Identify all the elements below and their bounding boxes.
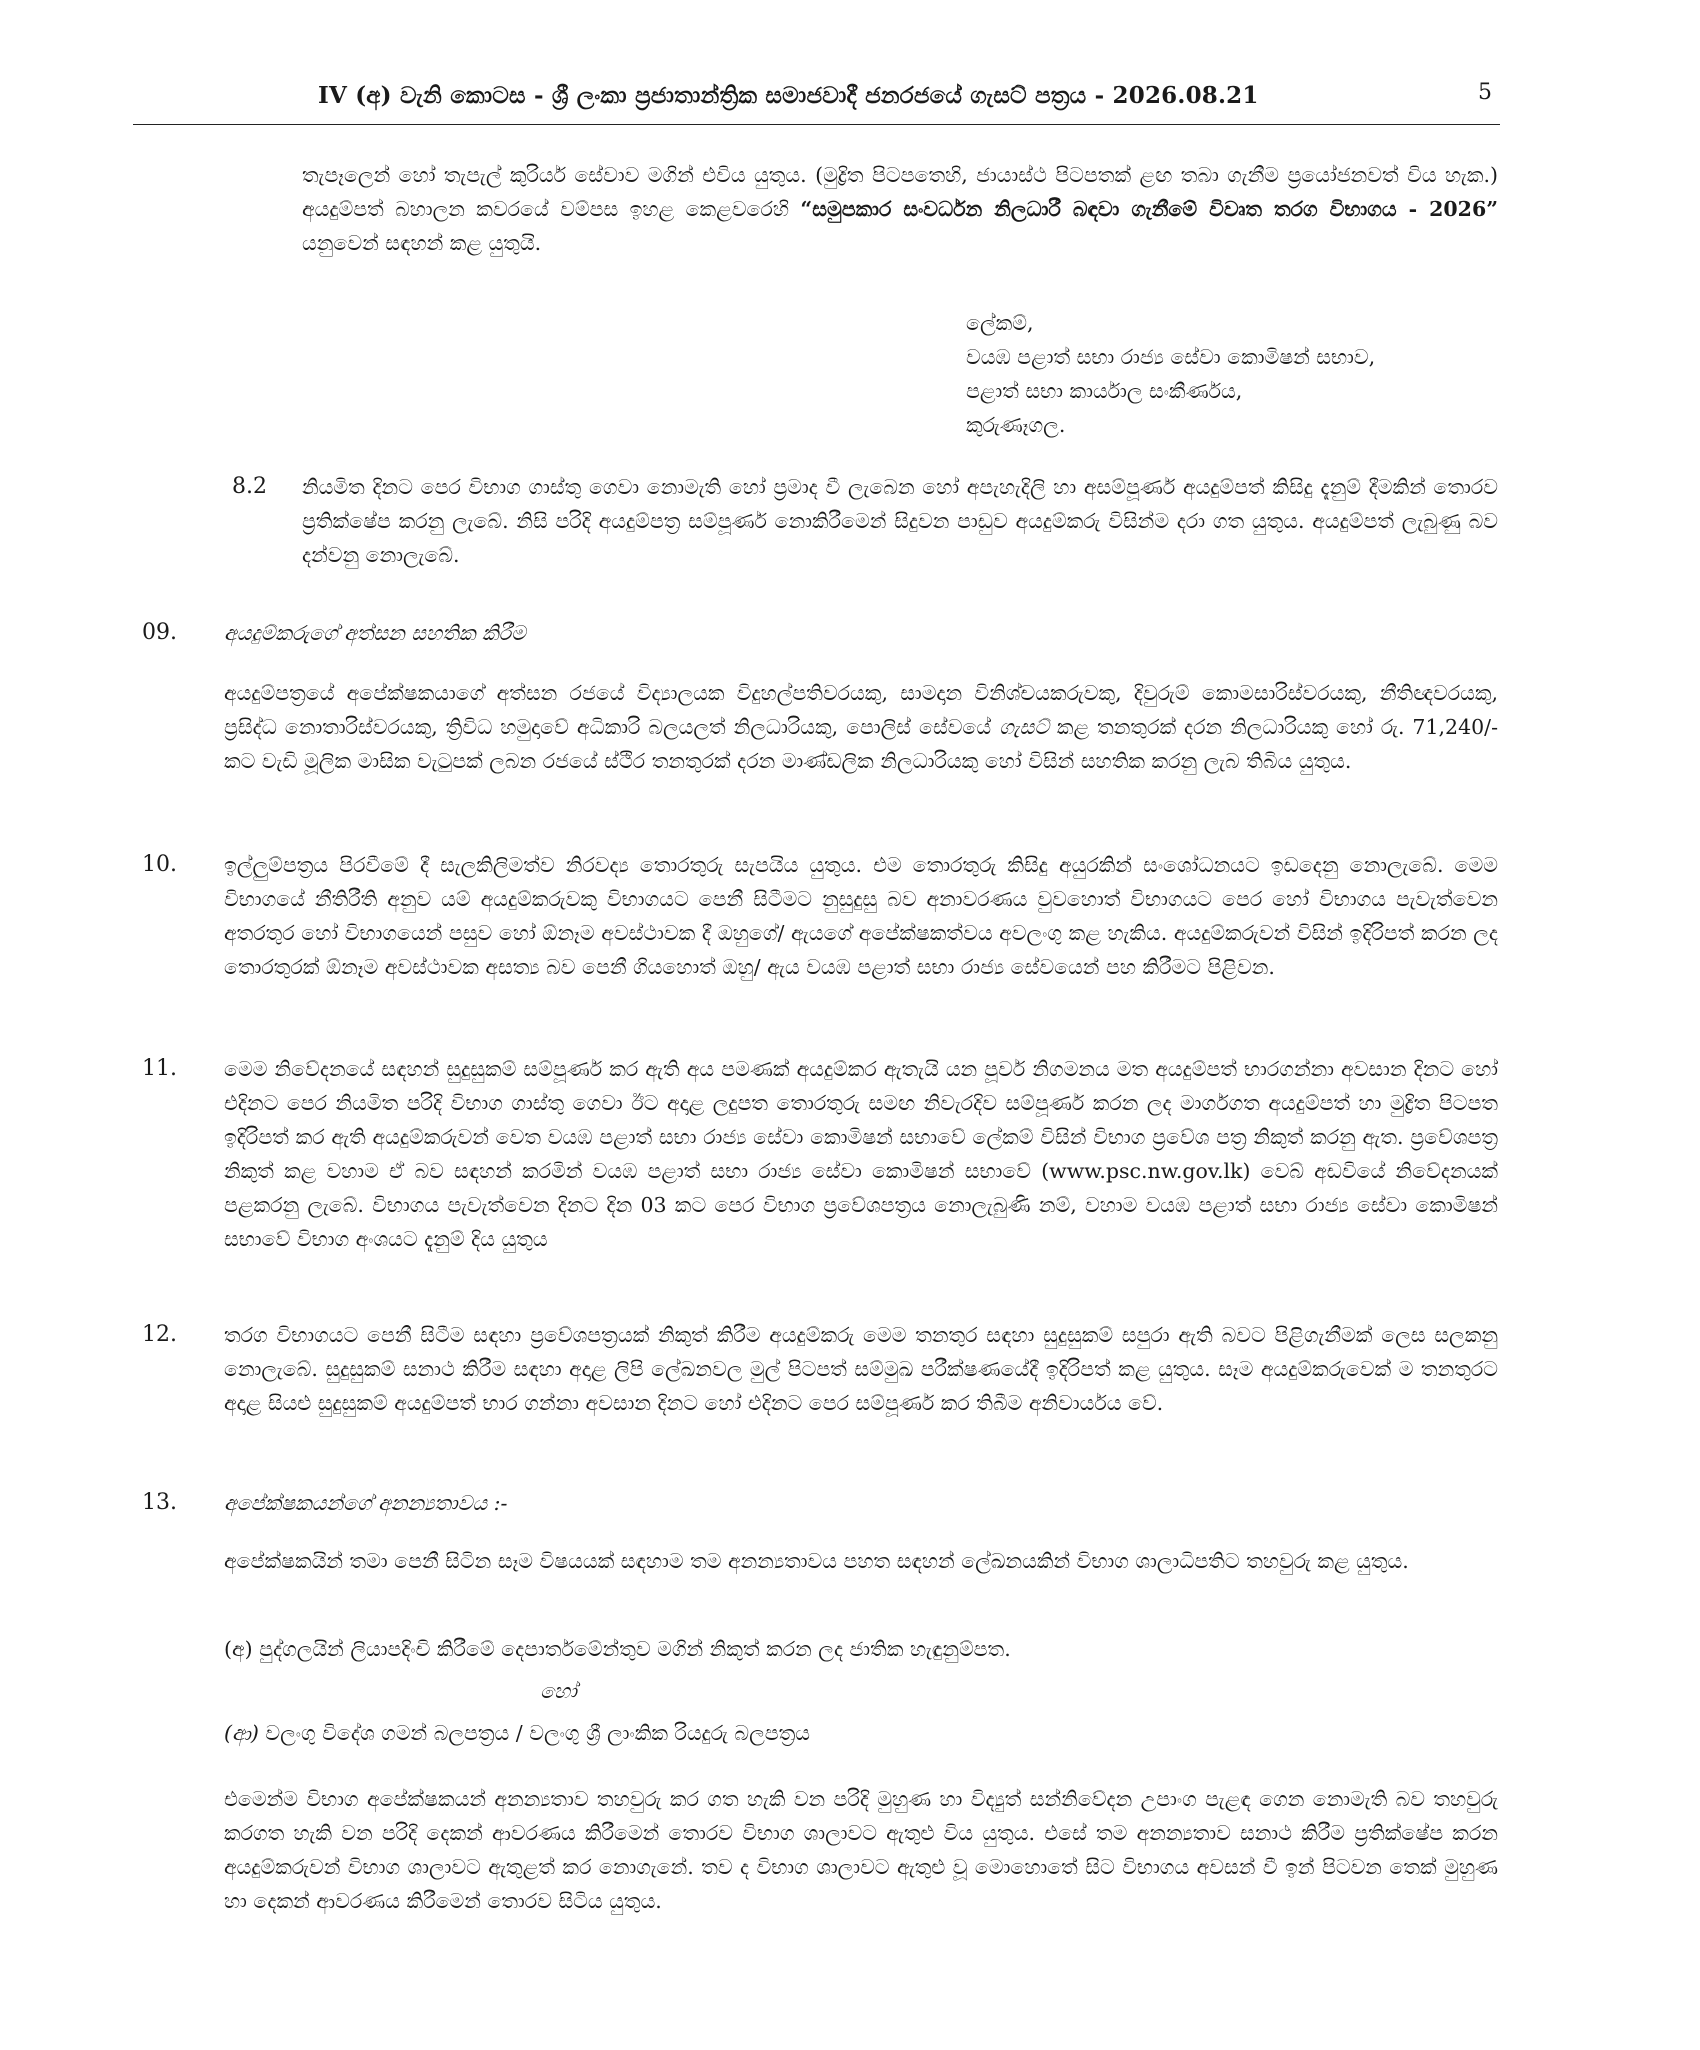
section-13-heading: අපේක්ෂකයන්ගේ අනන්‍යතාවය :-	[224, 1491, 508, 1515]
section-09-heading: අයදුම්කරුගේ අත්සන සහතික කිරීම	[224, 621, 526, 645]
section-10-text: ඉල්ලුම්පත්‍රය පිරවීමේ දී සැලකිලිමත්ව නිරවද්‍ය තොරතුරු සැපයිය යුතුය. එම තොරතුරු කිසිදු අයුරකින් සංශෝධනයට ඉඩදෙනු නොලැබේ. මෙම විභාගයේ නීතිරීති අනුව යම් අයදුම්කරුවකු විභාගයට පෙනී සිටීමට නුසුදුසු බව අනාවරණය වුවහොත් විභාගයට පෙර හෝ විභාගය පැවැත්වෙන අතරතුර හෝ විභාගයෙන් පසුව හෝ ඕනෑම අවස්ථාවක දී ඔහුගේ/ ඇයගේ අපේක්ෂකත්වය අවලංගු කළ හැකිය. අයදුම්කරුවන් විසින් ඉදිරිපත් කරන ලද තොරතුරක් ඕනෑම අවස්ථාවක අසත්‍ය බව පෙනී ගියහොත් ඔහු/ ඇය වයඹ පළාත් සභා රාජ්‍ය සේවයෙන් පහ කිරීමට පිළිවන.	[224, 853, 1498, 979]
exam-title: “සමුපකාර සංවර්ධන නිලධාරී බඳවා ගැනීමේ විවෘත තරග විභාගය - 2026”	[800, 197, 1498, 221]
section-number: 09.	[142, 620, 177, 645]
section-11-text: මෙම නිවේදනයේ සඳහන් සුදුසුකම් සම්පූර්ණ කර ඇති අය පමණක් අයදුම්කර ඇතැයි යන පූර්ව නිගමනය මත අයදුම්පත් භාරගන්නා අවසාන දිනට හෝ එදිනට පෙර නියමිත පරිදි විභාග ගාස්තු ගෙවා ඊට අදාළ ලදුපත තොරතුරු සමඟ නිවැරදිව සම්පූර්ණ කරන ලද මාර්ගගත අයදුම්පත් හා මුද්‍රිත පිටපත ඉදිරිපත් කර ඇති අයදුම්කරුවන් වෙත වයඹ පළාත් සභා රාජ්‍ය සේවා කොමිෂන් සභාවේ ලේකම් විසින් විභාග ප්‍රවේශ පත්‍ර නිකුත් කරනු ඇත. ප්‍රවේශපත්‍ර නිකුත් කළ වහාම ඒ බව සඳහන් කරමින් වයඹ පළාත් සභා රාජ්‍ය සේවා කොමිෂන් සභාවේ (www.psc.nw.gov.lk) වෙබ් අඩවියේ නිවේදනයක් පළකරනු ලැබේ. විභාගය පැවැත්වෙන දිනට දින 03 කට පෙර විභාග ප්‍රවේශපත්‍රය නොලැබුණි නම්, වහාම වයඹ පළාත් සභා රාජ්‍ය සේවා කොමිෂන් සභාවේ විභාග අංශයට දැනුම් දිය යුතුය	[224, 1057, 1498, 1251]
option-a: (අ) පුද්ගලයින් ලියාපදිංචි කිරීමේ දෙපාර්තමේන්තුව මගින් නිකුත් කරන ලද ජාතික හැඳුනුම්පත.	[224, 1637, 1011, 1661]
gazette-word: ගැසට්	[999, 715, 1049, 739]
page-header	[133, 80, 1500, 125]
option-aa-label: (ආ)	[224, 1721, 259, 1745]
section-number: 12.	[142, 1322, 177, 1347]
section-8-2-text: නියමිත දිනට පෙර විභාග ගාස්තු ගෙවා නොමැති හෝ ප්‍රමාද වී ලැබෙන හෝ අපැහැදිලි හා අසම්පූර්ණ අයදුම්පත් කිසිදු දැනුම් දීමකින් තොරව ප්‍රතික්ෂේප කරනු ලැබේ. නිසි පරිදි අයදුම්පත්‍ර සම්පූර්ණ නොකිරීමෙන් සිදුවන පාඩුව අයදුම්කරු විසින්ම දරා ගත යුතුය. අයදුම්පත් ලැබුණු බව දන්වනු නොලැබේ.	[302, 475, 1499, 567]
address-line: ලේකම්,	[966, 311, 1034, 335]
address-block	[966, 306, 1375, 442]
option-aa	[224, 1716, 1498, 1750]
section-13-closing: එමෙන්ම විභාග අපේක්ෂකයන් අනන්‍යතාව තහවුරු කර ගත හැකි වන පරිදි මුහුණ හා විද්‍යුත් සන්නිවේදන උපාංග පැළඳ ගෙන නොමැති බව තහවුරු කරගත හැකි වන පරිදි දෙකන් ආවරණය කිරීමෙන් තොරව විභාග ශාලාවට ඇතුළු විය යුතුය. එසේ තම අනන්‍යතාව සනාථ කිරීම ප්‍රතික්ෂේප කරන අයදුම්කරුවන් විභාග ශාලාවට ඇතුළත් කර නොගැනේ. තව ද විභාග ශාලාවට ඇතුළු වූ මොහොතේ සිට විභාගය අවසන් වී ඉන් පිටවන තෙක් මුහුණ හා දෙකන් ආවරණය කිරීමෙන් තොරව සිටිය යුතුය.	[224, 1787, 1498, 1913]
section-number: 11.	[142, 1056, 177, 1081]
intro-paragraph	[302, 158, 1498, 260]
section-09-text	[224, 676, 1498, 778]
option-aa-text: වලංගු විදේශ ගමන් බලපත්‍රය / වලංගු ශ්‍රී ලාංකික රියදුරු බලපත්‍රය	[258, 1721, 810, 1745]
intro-text: තැපෑලෙන් හෝ තැපැල් කුරියර් සේවාව මගින් එවිය යුතුය. (මුද්‍රිත පිටපතෙහි, ජායාස්ථ පිටපතක් ළඟ තබා ගැනීම ප්‍රයෝජනවත් විය හැක.) අයදුම්පත් බහාලන කවරයේ වම්පස ඉහළ කෙළවරෙහි	[302, 163, 1498, 221]
address-line: වයඹ පළාත් සභා රාජ්‍ය සේවා කොමිෂන් සභාව,	[966, 345, 1376, 369]
section-09-text-before: අයදුම්පත්‍රයේ අපේක්ෂකයාගේ අත්සන රජයේ විද්‍යාලයක විදුහල්පතිවරයකු, සාමදාන විනිශ්චයකරුවකු, දිවුරුම් කොමසාරිස්වරයකු, නීතිඥවරයකු, ප්‍රසිද්ධ නොතාරිස්වරයකු, ත්‍රිවිධ හමුදාවේ අධිකාරි බලයලත් නිලධාරියකු, පොලිස් සේවයේ	[224, 681, 1498, 739]
section-number: 13.	[142, 1490, 177, 1515]
section-09-text-after: කළ තනතුරක් දරන නිලධාරියකු හෝ රු. 71,240/- කට වැඩි මූලික මාසික වැටුපක් ලබන රජයේ ස්ථිර තනතුරක් දරන මාණ්ඩලික නිලධාරියකු හෝ විසින් සහතික කරනු ලැබ තිබිය යුතුය.	[224, 715, 1498, 773]
page-number: 5	[1478, 80, 1492, 105]
section-13-intro: අපේක්ෂකයින් තමා පෙනී සිටින සෑම විෂයයක් සඳහාම තම අනන්‍යතාවය පහත සඳහන් ලේඛනයකින් විභාග ශාලාධිපතිට තහවුරු කළ යුතුය.	[224, 1549, 1409, 1573]
address-line: පළාත් සභා කාර්යාල සංකීර්ණය,	[966, 379, 1243, 403]
section-number: 8.2	[232, 474, 267, 499]
gazette-title: IV (අ) වැනි කොටස - ශ්‍රී ලංකා ප්‍රජාතාන්ත්‍රික සමාජවාදී ජනරජයේ ගැසට් පත්‍රය - 2026.08.21	[318, 82, 1259, 109]
intro-tail: යනුවෙන් සඳහන් කළ යුතුයි.	[302, 231, 542, 255]
section-12-text: තරග විභාගයට පෙනී සිටීම සඳහා ප්‍රවේශපත්‍රයක් නිකුත් කිරීම අයදුම්කරු මෙම තනතුර සඳහා සුදුසුකම් සපුරා ඇති බවට පිළිගැනීමක් ලෙස සලකනු නොලැබේ. සුදුසුකම් සනාථ කිරීම සඳහා අදාළ ලිපි ලේඛනවල මුල් පිටපත් සම්මුඛ පරීක්ෂණයේදී ඉදිරිපත් කළ යුතුය. සෑම අයදුම්කරුවෙක් ම තනතුරට අදාළ සියළු සුදුසුකම් අයදුම්පත් භාර ගන්නා අවසාන දිනට හෝ එදිනට පෙර සම්පූර්ණ කර තිබීම අනිවාර්යය වේ.	[224, 1323, 1498, 1415]
or-word: හෝ	[540, 1679, 577, 1703]
address-line: කුරුණෑගල.	[966, 413, 1066, 437]
section-number: 10.	[142, 852, 177, 877]
